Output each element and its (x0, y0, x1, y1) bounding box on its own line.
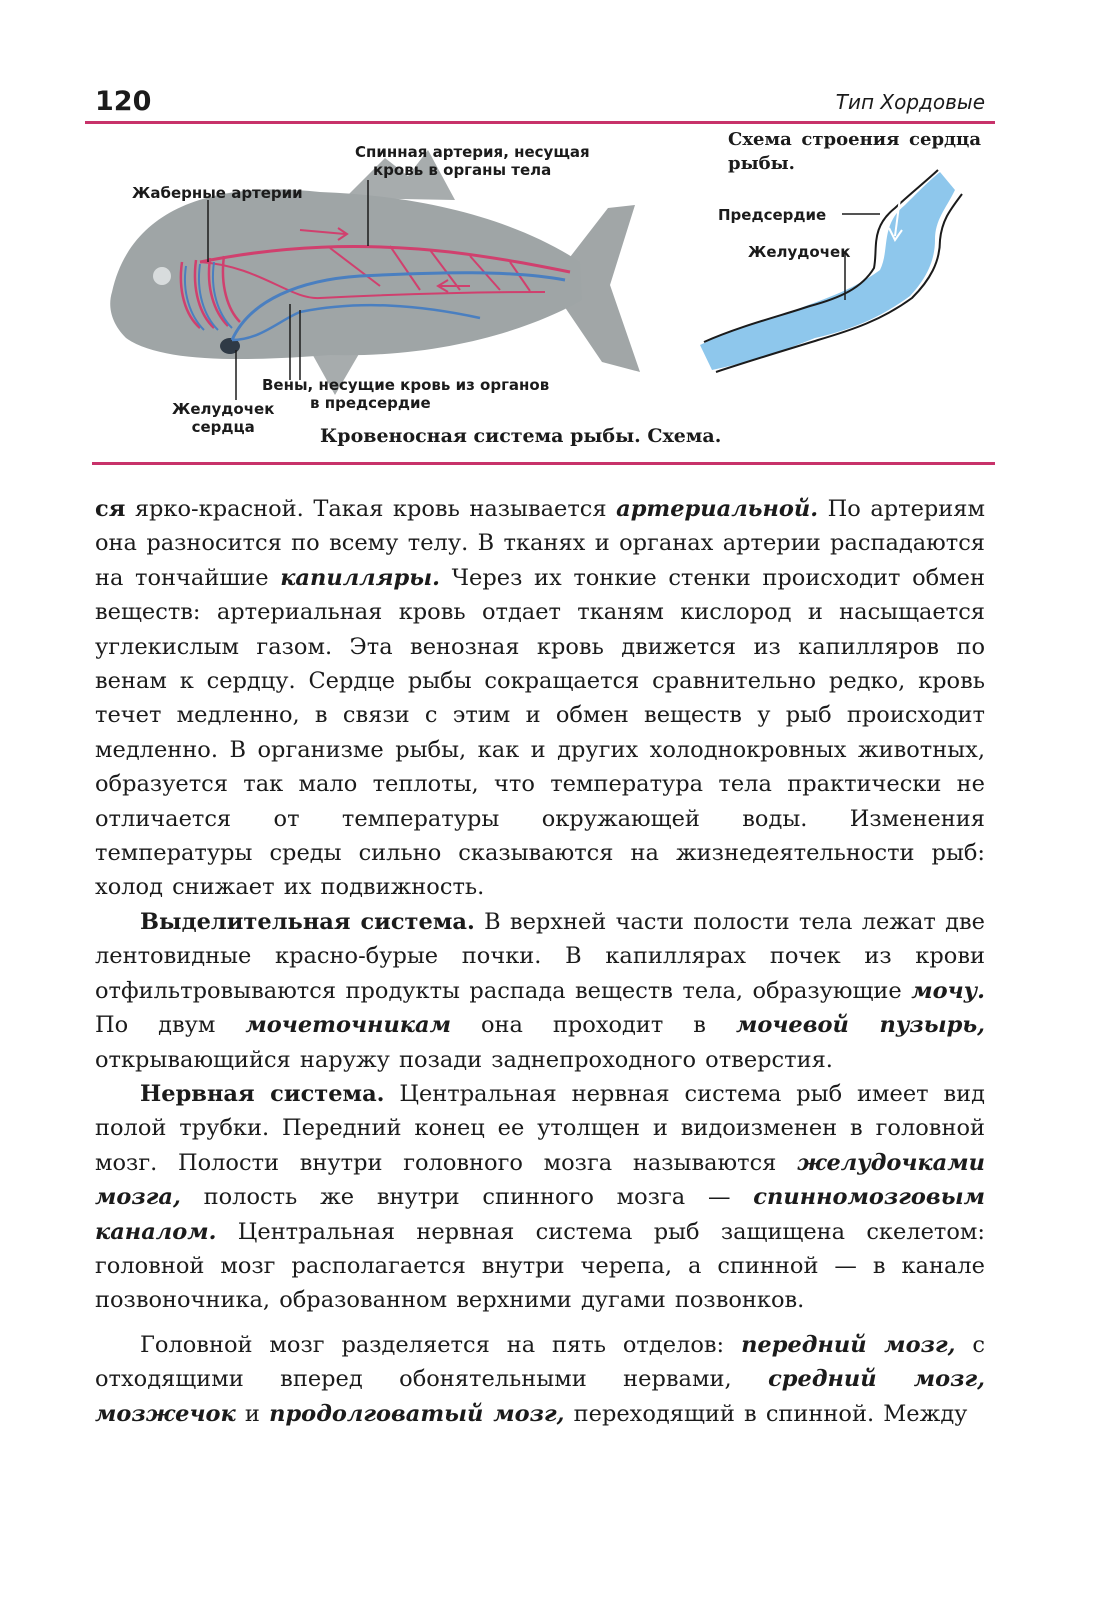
label-dorsal-artery: Спинная артерия, несущая кровь в органы тела (355, 143, 590, 179)
text-run: мочеточникам (245, 1012, 451, 1039)
text-run: она проходит в (451, 1012, 736, 1039)
fish-caption: Кровеносная система рыбы. Схема. (320, 425, 722, 447)
text-run: мочу. (911, 977, 985, 1004)
text-run: мочевой пузырь, (735, 1012, 985, 1039)
label-gill-arteries: Жаберные артерии (132, 184, 303, 202)
text-run: средний мозг, мозжечок (95, 1366, 985, 1427)
text-run: ся (95, 496, 126, 522)
label-fish-ventricle: Желудочек сердца (172, 400, 275, 436)
text-run: Центральная нервная система рыб имеет вид полой трубки. Передний конец ее утолщен и видоизменен в головной мозг. Полости внутри головного мозга называются (95, 1080, 985, 1176)
text-run: артериальной. (616, 496, 819, 522)
text-run: продолговатый мозг, (269, 1400, 565, 1427)
text-run: Нервная система. (140, 1080, 385, 1107)
heart-caption: Схема строения сердца рыбы. (728, 129, 981, 174)
label-atrium: Предсердие (718, 206, 827, 224)
text-run: Центральная нервная система рыб защищена скелетом: головной мозг располагается внутри черепа, а спинной — в канале позвоночника, образованном верхними дугами позвонков. (95, 1218, 985, 1314)
text-run: В верхней части полости тела лежат две лентовидные красно-бурые почки. В капиллярах почек из крови отфильтровываются продукты распада веществ тела, образующие (95, 908, 985, 1004)
page-number: 120 (95, 86, 152, 117)
text-run: По двум (95, 1012, 246, 1039)
text-run: полость же внутри спинного мозга — (180, 1184, 754, 1211)
fish-eye (153, 267, 171, 285)
label-veins: Вены, несущие кровь из органов в предсердие (262, 376, 550, 412)
paragraph-nervous (95, 1077, 985, 1318)
text-run: Головной мозг разделяется на пять отделов: (140, 1331, 742, 1358)
heart-schematic-outer (700, 172, 955, 370)
text-run: По артериям она разносится по всему телу. В тканях и органах артерии распадаются на тончайшие (95, 496, 985, 591)
text-run: переходящий в спинной. Между (564, 1400, 968, 1427)
text-run: передний мозг, (741, 1331, 956, 1358)
figure-rule (92, 462, 995, 465)
text-run: Через их тонкие стенки происходит обмен веществ: артериальная кровь отдает тканям кислород и насыщается углекислым газом. Эта венозная кровь движется из капилляров по венам к сердцу. Сердце рыбы сокращается сравнительно редко, кровь течет медленно, в связи с этим и обмен веществ у рыб происходит медленно. В организме рыбы, как и других холоднокровных животных, образуется так мало теплоты, что температура тела практически не отличается от температуры окружающей воды. Изменения температуры среды сильно сказываются на жизнедеятельности рыб: холод снижает их подвижность. (95, 564, 985, 901)
text-run: желудочками мозга, (95, 1149, 985, 1211)
label-heart-ventricle: Желудочек (748, 243, 851, 261)
running-head: Тип Хордовые (835, 90, 985, 114)
paragraph-excretory (95, 905, 985, 1077)
text-run: Выделительная система. (140, 908, 475, 935)
text-run: и (235, 1400, 270, 1427)
figure (0, 0, 1105, 470)
body-text (95, 492, 985, 1431)
paragraph-circulation (95, 492, 985, 905)
paragraph-brain (95, 1328, 985, 1431)
text-run: капилляры. (280, 564, 441, 591)
text-run: открывающийся наружу позади заднепроходного отверстия. (95, 1046, 833, 1073)
text-run: ярко-красной. Такая кровь называется (125, 496, 617, 522)
text-run: с отходящими вперед обонятельными нервами, (95, 1331, 985, 1393)
fish-diagram (0, 0, 1105, 470)
text-run: спинномозговым каналом. (95, 1184, 985, 1245)
